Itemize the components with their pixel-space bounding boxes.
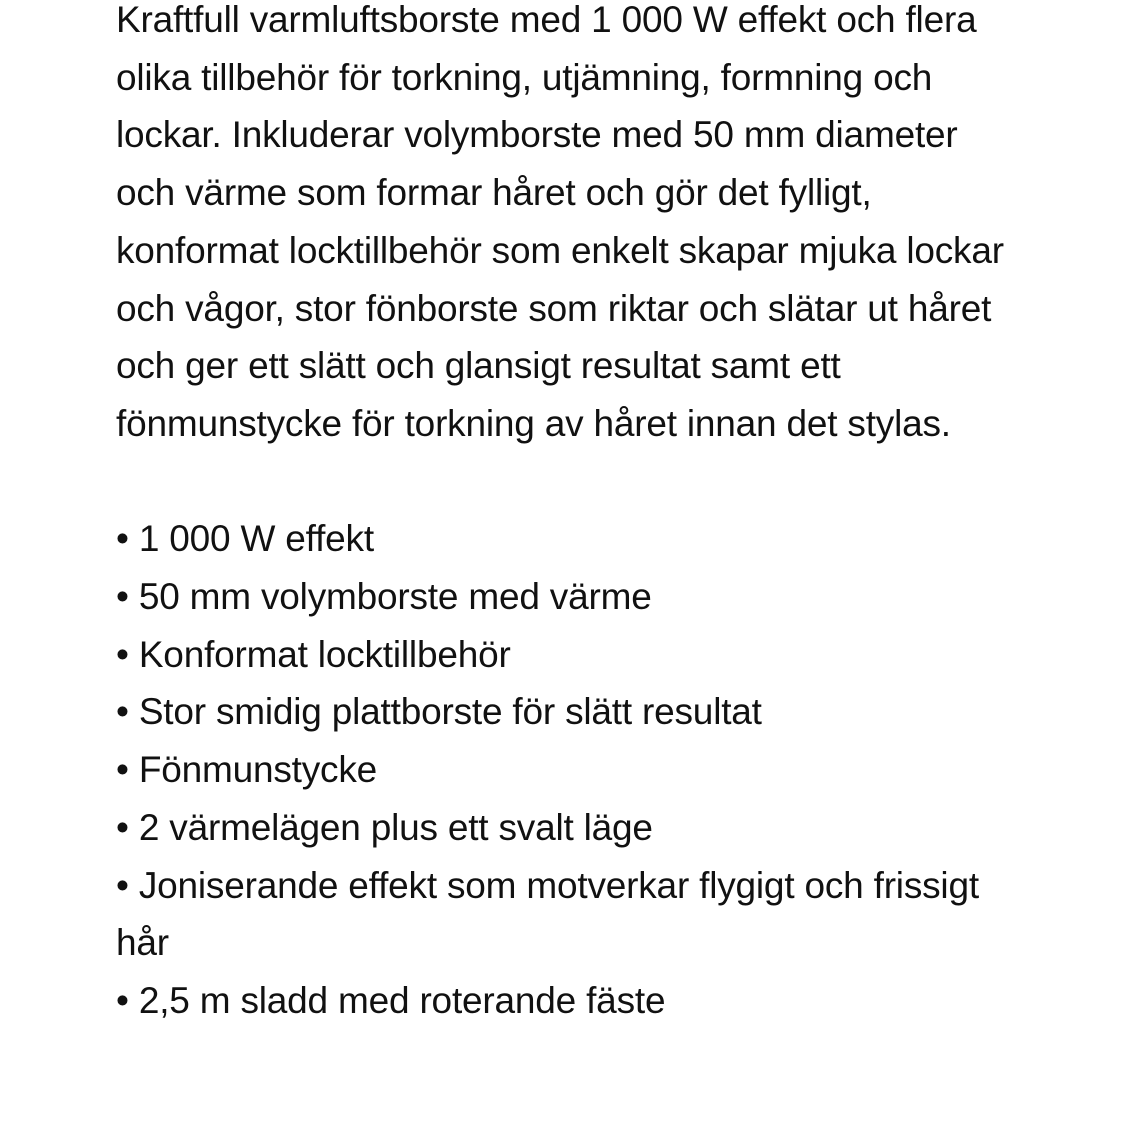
feature-item-volume-brush: • 50 mm volymborste med värme (116, 576, 652, 618)
feature-list (116, 510, 1016, 1029)
product-description (116, 0, 1016, 1030)
feature-item-power: • 1 000 W effekt (116, 518, 374, 560)
feature-item-cord: • 2,5 m sladd med roterande fäste (116, 979, 666, 1021)
paragraph-spacer (116, 453, 1016, 511)
feature-item-curl-attachment: • Konformat locktillbehör (116, 633, 511, 675)
feature-item-ionic: • Joniserande effekt som motverkar flygigt och frissigt hår (116, 864, 979, 964)
description-paragraph: Kraftfull varmluftsborste med 1 000 W effekt och flera olika tillbehör för torkning, utjämning, formning och lockar. Inkluderar volymborste med 50 mm diameter och värme som formar håret och gör det fylligt, konformat locktillbehör som enkelt skapar mjuka lockar och vågor, stor fönborste som riktar och slätar ut håret och ger ett slätt och glansigt resultat samt ett fönmunstycke för torkning av håret innan det stylas. (116, 0, 1004, 444)
feature-item-heat-settings: • 2 värmelägen plus ett svalt läge (116, 806, 653, 848)
feature-item-nozzle: • Fönmunstycke (116, 749, 378, 791)
feature-item-paddle-brush: • Stor smidig plattborste för slätt resultat (116, 691, 762, 733)
